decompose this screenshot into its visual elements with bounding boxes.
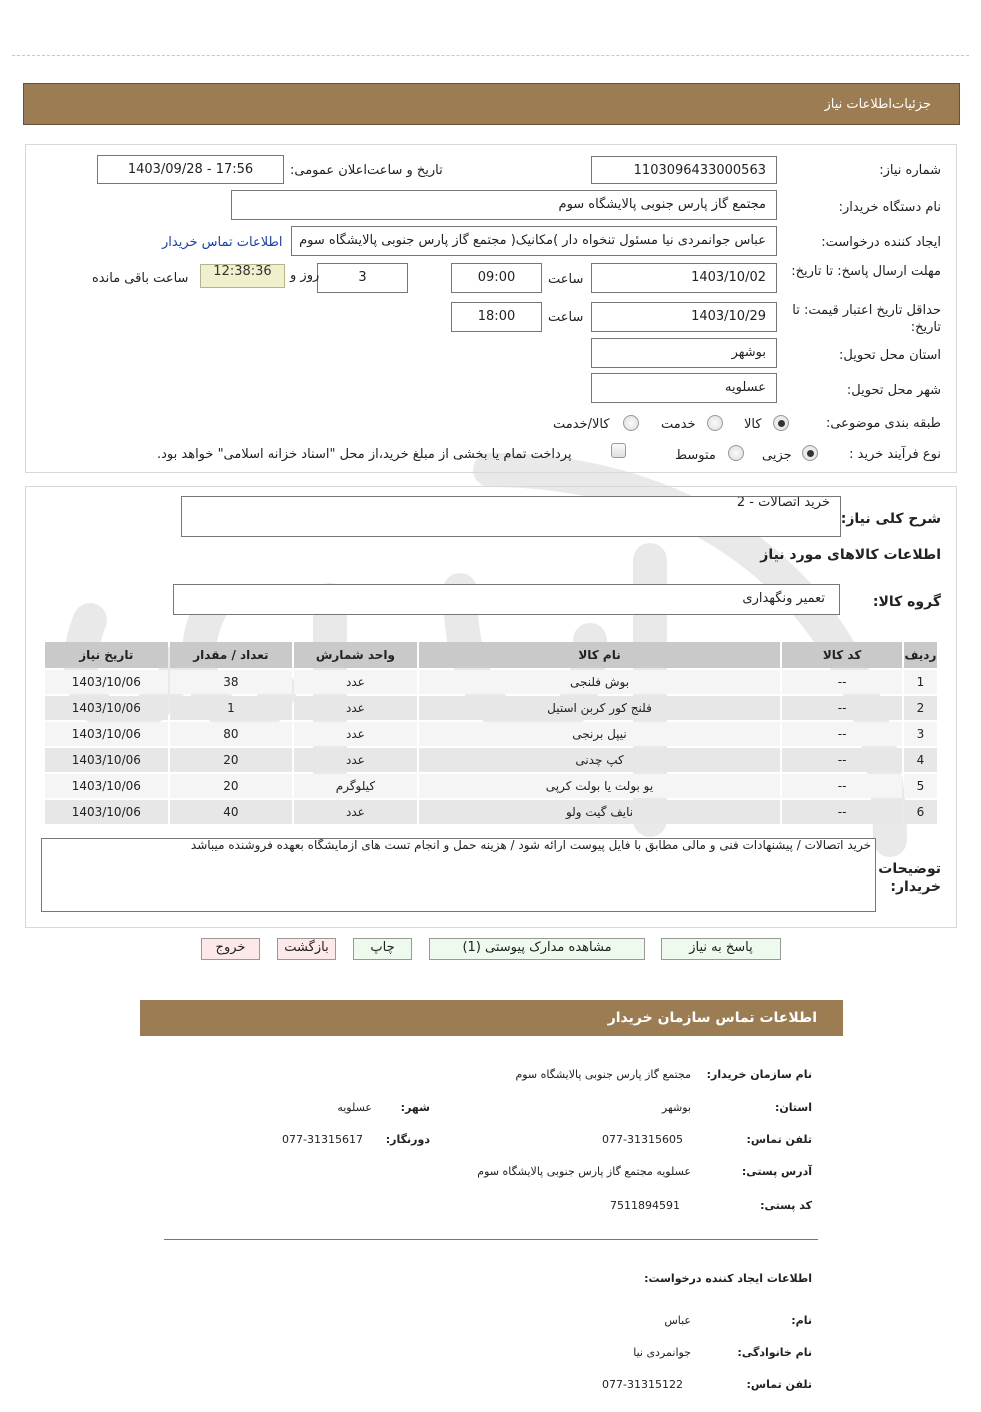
cell-quantity: 38 bbox=[170, 670, 293, 694]
buyer-org-field: مجتمع گاز پارس جنوبی پالایشگاه سوم bbox=[231, 190, 777, 220]
cell-date: 1403/10/06 bbox=[45, 800, 168, 824]
deadline-time-field: 09:00 bbox=[451, 263, 542, 293]
cell-name: کپ چدنی bbox=[419, 748, 781, 772]
category-service-label: خدمت bbox=[661, 417, 696, 432]
validity-time-label: ساعت bbox=[548, 310, 584, 325]
cell-quantity: 20 bbox=[170, 748, 293, 772]
address-value: عسلویه مجتمع گاز پارس جنوبی پالایشگاه سوم bbox=[477, 1165, 691, 1178]
attachments-button[interactable]: مشاهده مدارک پیوستی (1) bbox=[429, 938, 645, 960]
page-header bbox=[23, 83, 960, 125]
creator-label: ایجاد کننده درخواست: bbox=[821, 235, 941, 250]
cell-date: 1403/10/06 bbox=[45, 722, 168, 746]
days-remaining-field: 3 bbox=[317, 263, 408, 293]
postal-value: 7511894591 bbox=[610, 1199, 680, 1212]
buyer-notes-field: خرید اتصالات / پیشنهادات فنی و مالی مطابق با فایل پیوست ارائه شود / هزینه حمل و انجام تست های ازمایشگاه بعهده فروشنده میباشد bbox=[41, 838, 876, 912]
fax-label: دورنگار: bbox=[385, 1133, 430, 1146]
cell-date: 1403/10/06 bbox=[45, 696, 168, 720]
validity-time-field: 18:00 bbox=[451, 302, 542, 332]
table-row bbox=[45, 800, 937, 824]
cell-unit: عدد bbox=[294, 748, 417, 772]
treasury-checkbox[interactable] bbox=[611, 443, 626, 458]
goods-info-title: اطلاعات کالاهای مورد نیاز bbox=[760, 547, 941, 563]
phone-label: تلفن تماس: bbox=[746, 1133, 812, 1146]
announce-date-field: 1403/09/28 - 17:56 bbox=[97, 155, 284, 184]
category-label: طبقه بندی موضوعی: bbox=[825, 416, 941, 431]
top-divider bbox=[12, 55, 969, 56]
creator-name-value: عباس bbox=[664, 1314, 691, 1327]
cell-date: 1403/10/06 bbox=[45, 748, 168, 772]
org-value: مجتمع گاز پارس جنوبی پالایشگاه سوم bbox=[515, 1068, 691, 1081]
cell-row-number: 1 bbox=[904, 670, 937, 694]
creator-name-label: نام: bbox=[791, 1314, 812, 1327]
deadline-label: مهلت ارسال پاسخ: تا تاریخ: bbox=[791, 264, 941, 279]
cell-quantity: 1 bbox=[170, 696, 293, 720]
contact-divider bbox=[164, 1239, 818, 1240]
cell-row-number: 4 bbox=[904, 748, 937, 772]
cell-row-number: 2 bbox=[904, 696, 937, 720]
creator-family-value: جوانمردی نیا bbox=[633, 1346, 691, 1359]
contact-province-value: بوشهر bbox=[661, 1101, 691, 1114]
cell-name: بوش فلنجی bbox=[419, 670, 781, 694]
table-row bbox=[45, 774, 937, 798]
creator-info-title: اطلاعات ایجاد کننده درخواست: bbox=[644, 1272, 812, 1285]
remaining-label: ساعت باقی مانده bbox=[92, 271, 189, 286]
cell-unit: عدد bbox=[294, 722, 417, 746]
purchase-medium-radio[interactable] bbox=[728, 445, 744, 461]
fax-value: 077-31315617 bbox=[282, 1133, 363, 1146]
cell-quantity: 40 bbox=[170, 800, 293, 824]
description-field: خرید اتصالات - 2 bbox=[181, 496, 841, 537]
need-number-label: شماره نیاز: bbox=[879, 163, 941, 178]
org-label: نام سازمان خریدار: bbox=[706, 1068, 812, 1081]
cell-name: فلنج کور کربن استیل bbox=[419, 696, 781, 720]
cell-unit: عدد bbox=[294, 670, 417, 694]
validity-date-field: 1403/10/29 bbox=[591, 302, 777, 332]
cell-date: 1403/10/06 bbox=[45, 670, 168, 694]
col-header-unit: واحد شمارش bbox=[294, 642, 417, 668]
cell-quantity: 20 bbox=[170, 774, 293, 798]
days-label: روز و bbox=[290, 268, 320, 283]
buyer-contact-link[interactable]: اطلاعات تماس خریدار bbox=[162, 235, 283, 250]
buyer-org-label: نام دستگاه خریدار: bbox=[838, 200, 941, 215]
contact-city-value: عسلویه bbox=[337, 1101, 372, 1114]
table-row bbox=[45, 670, 937, 694]
cell-row-number: 3 bbox=[904, 722, 937, 746]
reply-button[interactable]: پاسخ به نیاز bbox=[661, 938, 781, 960]
creator-family-label: نام خانوادگی: bbox=[737, 1346, 812, 1359]
col-header-row-number: ردیف bbox=[904, 642, 937, 668]
creator-phone-value: 077-31315122 bbox=[602, 1378, 683, 1391]
cell-unit: عدد bbox=[294, 800, 417, 824]
col-header-name: نام کالا bbox=[419, 642, 781, 668]
page-title: جزئیات‌اطلاعات نیاز bbox=[824, 97, 931, 112]
goods-group-field: تعمیر ونگهداری bbox=[173, 584, 840, 615]
col-header-date: تاریخ نیاز bbox=[45, 642, 168, 668]
cell-row-number: 6 bbox=[904, 800, 937, 824]
need-number-field: 1103096433000563 bbox=[591, 156, 777, 184]
cell-unit: عدد bbox=[294, 696, 417, 720]
contact-header bbox=[140, 1000, 843, 1036]
contact-province-label: استان: bbox=[775, 1101, 812, 1114]
print-button[interactable]: چاپ bbox=[353, 938, 412, 960]
purchase-type-label: نوع فرآیند خرید : bbox=[849, 447, 941, 462]
cell-name: نایف گیت ولو bbox=[419, 800, 781, 824]
cell-code: -- bbox=[782, 774, 902, 798]
category-goods-label: کالا bbox=[744, 417, 762, 432]
treasury-note: پرداخت تمام یا بخشی از مبلغ خرید،از محل "اسناد خزانه اسلامی" خواهد بود. bbox=[157, 447, 572, 462]
address-label: آدرس پستی: bbox=[741, 1165, 812, 1178]
table-row bbox=[45, 748, 937, 772]
goods-group-label: گروه کالا: bbox=[872, 594, 941, 610]
cell-name: نیپل برنجی bbox=[419, 722, 781, 746]
table-row bbox=[45, 696, 937, 720]
announce-date-label: تاریخ و ساعت‌اعلان عمومی: bbox=[290, 163, 443, 178]
goods-table bbox=[43, 640, 939, 826]
table-header-row bbox=[45, 642, 937, 668]
contact-city-label: شهر: bbox=[400, 1101, 430, 1114]
category-goods-radio[interactable] bbox=[773, 415, 789, 431]
cell-code: -- bbox=[782, 696, 902, 720]
province-label: استان محل تحویل: bbox=[839, 348, 941, 363]
category-service-radio[interactable] bbox=[707, 415, 723, 431]
category-goods-service-radio[interactable] bbox=[623, 415, 639, 431]
city-field: عسلویه bbox=[591, 373, 777, 403]
cell-name: یو بولت یا بولت کرپی bbox=[419, 774, 781, 798]
creator-field: عباس جوانمردی نیا مسئول تنخواه دار )مکانیک( مجتمع گاز پارس جنوبی پالایشگاه سوم bbox=[291, 226, 777, 256]
phone-value: 077-31315605 bbox=[602, 1133, 683, 1146]
cell-date: 1403/10/06 bbox=[45, 774, 168, 798]
postal-label: کد پستی: bbox=[760, 1199, 812, 1212]
cell-code: -- bbox=[782, 670, 902, 694]
deadline-time-label: ساعت bbox=[548, 272, 584, 287]
purchase-medium-label: متوسط bbox=[675, 448, 716, 463]
cell-code: -- bbox=[782, 722, 902, 746]
exit-button[interactable]: خروج bbox=[201, 938, 260, 960]
price-validity-label: حداقل تاریخ اعتبار قیمت: تا تاریخ: bbox=[792, 303, 941, 335]
cell-unit: کیلوگرم bbox=[294, 774, 417, 798]
buyer-notes-label: توضیحات خریدار: bbox=[878, 861, 941, 895]
countdown-timer: 12:38:36 bbox=[200, 264, 285, 288]
col-header-code: کد کالا bbox=[782, 642, 902, 668]
cell-code: -- bbox=[782, 800, 902, 824]
table-row bbox=[45, 722, 937, 746]
cell-quantity: 80 bbox=[170, 722, 293, 746]
description-label: شرح کلی نیاز: bbox=[840, 511, 941, 527]
province-field: بوشهر bbox=[591, 338, 777, 368]
purchase-minor-radio[interactable] bbox=[802, 445, 818, 461]
back-button[interactable]: بازگشت bbox=[277, 938, 336, 960]
cell-code: -- bbox=[782, 748, 902, 772]
col-header-quantity: تعداد / مقدار bbox=[170, 642, 293, 668]
contact-title: اطلاعات تماس سازمان خریدار bbox=[607, 1010, 817, 1026]
category-goods-service-label: کالا/خدمت bbox=[553, 417, 610, 432]
purchase-minor-label: جزیی bbox=[762, 448, 792, 463]
cell-row-number: 5 bbox=[904, 774, 937, 798]
creator-phone-label: تلفن تماس: bbox=[746, 1378, 812, 1391]
city-label: شهر محل تحویل: bbox=[846, 383, 941, 398]
deadline-date-field: 1403/10/02 bbox=[591, 263, 777, 293]
